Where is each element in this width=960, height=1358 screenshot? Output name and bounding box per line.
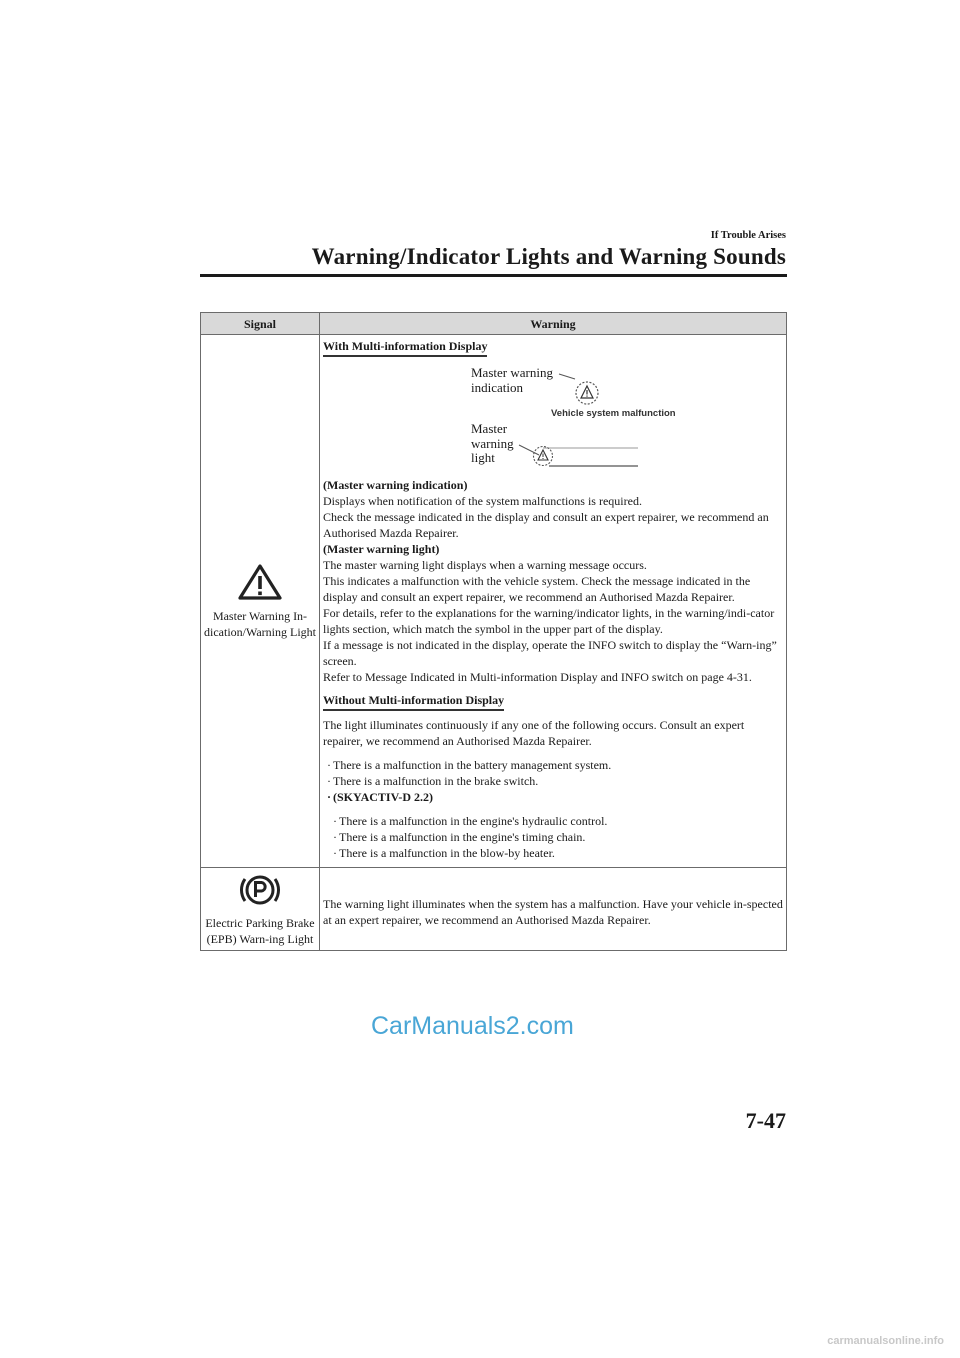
signal-label: Master Warning In-dication/Warning Light [204, 609, 317, 639]
column-header-warning: Warning [320, 313, 787, 335]
warning-indication-icon [573, 381, 601, 405]
without-display-text: The light illuminates continuously if any one of the following occurs. Consult an expert repairer, we recommend an Authorised Mazda Repairer. [323, 718, 745, 748]
list-item: · There is a malfunction in the engine's timing chain. [333, 829, 783, 845]
warning-table [200, 312, 787, 951]
list-item: · There is a malfunction in the blow-by heater. [333, 845, 783, 861]
with-display-heading: With Multi-information Display [323, 338, 487, 357]
section-heading: If Trouble Arises [710, 230, 786, 241]
label-master-warning-indication: Master warning indication [471, 365, 553, 395]
indication-text: Displays when notification of the system malfunctions is required. Check the message indicated in the display and consult an expert repairer, we recommend an Authorised Mazda Repairer. [323, 494, 769, 540]
warning-light-icon [531, 445, 555, 467]
footer-watermark: carmanualsonline.info [827, 1335, 944, 1347]
title-rule [200, 274, 787, 277]
table-header-row [201, 313, 787, 335]
master-warning-triangle-icon [237, 562, 283, 602]
list-item: · (SKYACTIV-D 2.2) [327, 789, 783, 805]
signal-label: Electric Parking Brake (EPB) Warn-ing Light [205, 916, 315, 946]
list-item: · There is a malfunction in the battery management system. [327, 757, 783, 773]
column-header-signal: Signal [201, 313, 320, 335]
skyactiv-d-list [333, 813, 783, 861]
signal-cell [201, 868, 320, 951]
indication-heading: (Master warning indication) [323, 478, 468, 492]
watermark-text: CarManuals2.com [371, 1012, 574, 1040]
malfunction-list [327, 757, 783, 805]
light-text: The master warning light displays when a warning message occurs. This indicates a malfunction with the vehicle system. Check the message indicated in the display and consult an expert repairer, we recommend an Authorised Mazda Repairer. For details, refer to the explanations for the warning/indicator lights, in the warning/indi-cator lights section, which match the symbol in the upper part of the display. If a message is not indicated in the display, operate the INFO switch to display the “Warn-ing” screen. Refer to Message Indicated in Multi-information Display and INFO switch on page 4-31. [323, 558, 777, 684]
list-item: · There is a malfunction in the brake switch. [327, 773, 783, 789]
without-display-heading: Without Multi-information Display [323, 692, 504, 711]
parking-brake-p-icon [237, 871, 283, 909]
display-diagram [323, 357, 783, 477]
warning-cell [320, 335, 787, 868]
page-number: 7-47 [745, 1108, 786, 1133]
table-row [201, 868, 787, 951]
page-title: Warning/Indicator Lights and Warning Sounds [311, 244, 786, 269]
list-item: · There is a malfunction in the engine's hydraulic control. [333, 813, 783, 829]
table-row [201, 335, 787, 868]
signal-cell [201, 335, 320, 868]
epb-warning-text: The warning light illuminates when the system has a malfunction. Have your vehicle in-spected at an expert repairer, we recommend an Authorised Mazda Repairer. [323, 897, 783, 927]
label-master-warning-light: Master warning light [471, 421, 514, 465]
light-heading: (Master warning light) [323, 542, 440, 556]
display-message: Vehicle system malfunction [551, 408, 676, 419]
warning-cell [320, 868, 787, 951]
